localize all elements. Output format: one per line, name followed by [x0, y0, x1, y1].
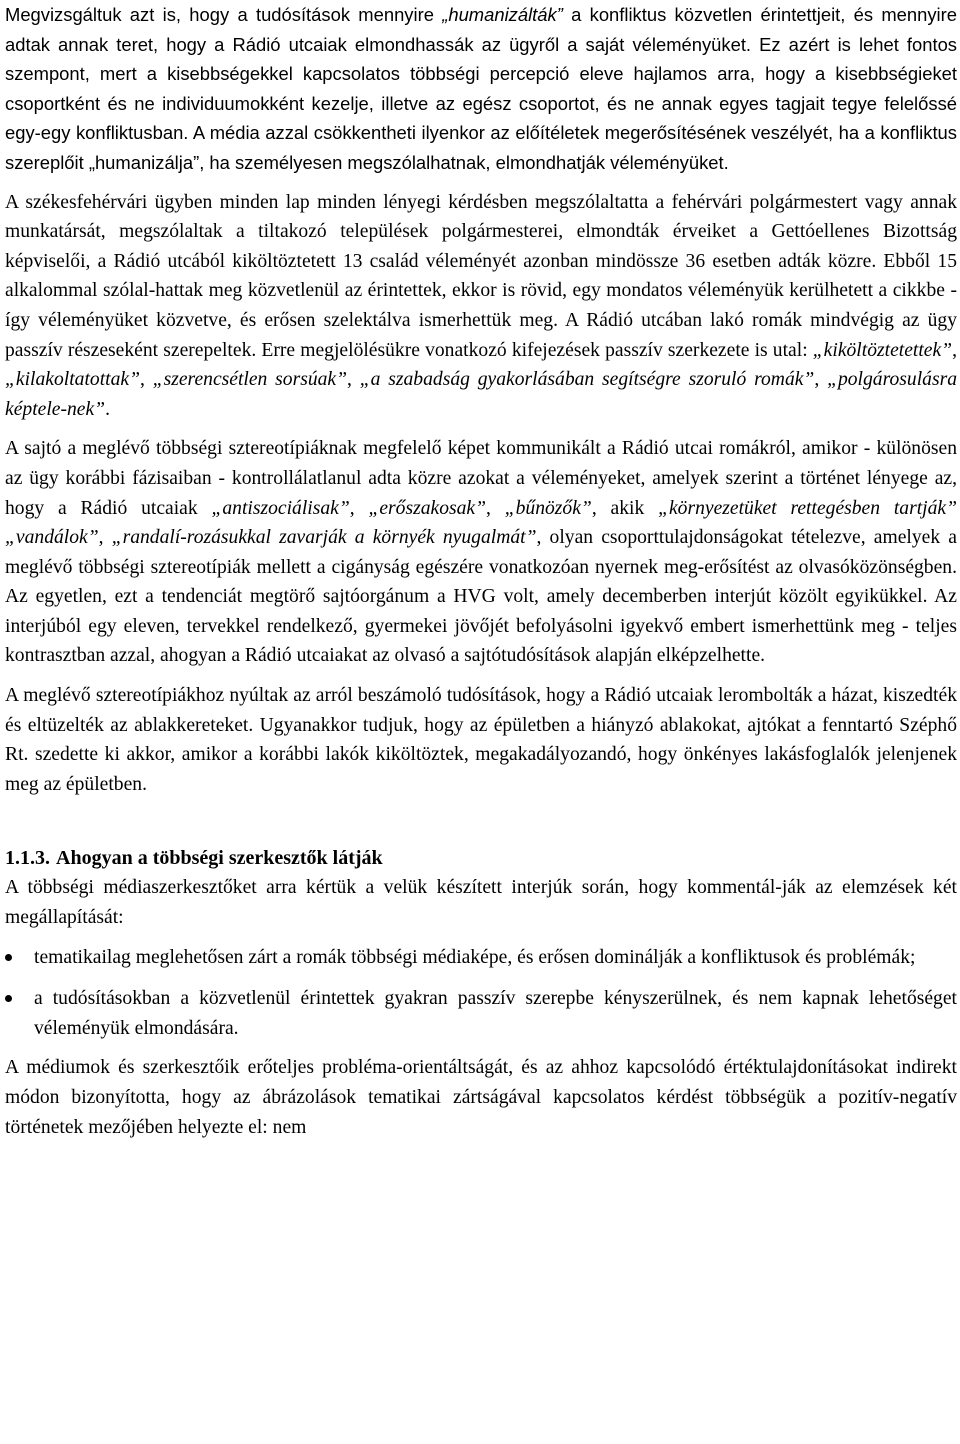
section-title: Ahogyan a többségi szerkesztők látják: [56, 847, 383, 870]
paragraph-mediumok: [5, 1053, 957, 1142]
paragraph-sztereotipiak-text: A meglévő sztereotípiákhoz nyúltak az arról beszámoló tudósítások, hogy a Rádió utcaiak lerombolták a házat, kiszedték és eltüzelték az ablakkereteket. Ugyanakkor tudjuk, hogy az épületben a hiányzó ablakokat, ajtókat a fenntartó Széphő Rt. szedette ki akkor, amikor a korábbi lakók kiköltöztek, megakadályozandó, hogy önkényes lakásfoglalók jelenjenek meg az épületben.: [5, 685, 957, 795]
paragraph-mediumok-text: A médiumok és szerkesztőik erőteljes probléma-orientáltságát, és az ahhoz kapcsolódó értéktulajdonításokat indirekt módon bizonyította, hogy az ábrázolások tematikai zártságával kapcsolatos kérdést többségük a pozitív-negatív történetek mezőjében helyezte el: nem: [5, 1057, 957, 1138]
paragraph-intro-part-d: A média azzal csökkentheti ilyenkor az előítéletek megerősítésének veszélyét, ha a konfliktus szereplőit „humanizálja”, ha személyesen megszólalhatnak, elmondhatják véleményüket.: [5, 122, 957, 173]
paragraph-sajto: [5, 434, 957, 671]
section-heading: [5, 843, 957, 873]
quote-antiszocialisak: „antiszociálisak”: [211, 497, 350, 519]
bullet-dot-icon: [5, 954, 12, 961]
paragraph-sztereotipiak: [5, 681, 957, 799]
paragraph-sajto-text: A sajtó a meglévő többségi sztereotípiáknak megfelelő képet kommunikált a Rádió utcai romákról, amikor - különösen az ügy korábbi fázisaiban - kontrollálatlanul adta közre azokat a véleményeket, amelyek szerint a történet lényege az, hogy a Rádió utcaiak: [5, 438, 957, 519]
separator: ,: [486, 497, 505, 519]
quote-vandalok: „vandálok”: [5, 527, 99, 549]
list-item-text: a tudósításokban a közvetlenül érintettek gyakran passzív szerepbe kényszerülnek, és nem kapnak lehetőséget véleményük elmondására.: [34, 988, 957, 1039]
bullet-list: [5, 943, 957, 1044]
paragraph-end: .: [105, 398, 110, 420]
quote-eroszakosak: „erőszakosak”: [368, 497, 487, 519]
separator: ,: [349, 497, 369, 519]
separator: ,: [347, 369, 360, 391]
paragraph-szekesfehervar: [5, 188, 957, 425]
separator: ,: [952, 339, 957, 361]
quote-polgarosulasra: „polgárosulásra képtele-nek”: [5, 369, 957, 420]
quote-randalirozasukkal: „randalí-rozásukkal zavarják a környék nyugalmát”: [111, 527, 537, 549]
paragraph-szekesfehervar-text: A székesfehérvári ügyben minden lap minden lényegi kérdésben megszólaltatta a fehérvári polgármestert vagy annak munkatársát, megszólaltak a tiltakozó települések polgármesterei, elmondták érveiket a Gettóellenes Bizottság képviselői, a Rádió utcából kiköltöztetett 13 család véleményét azonban mindössze 36 esetben adták közre. Ebből 15 alkalommal szólal-hattak meg közvetlenül az érintettek, ekkor is rövid, egy mondatos véleményük kerülhetett a cikkbe - így véleményüket közvetve, és erősen szelektálva ismerhettük meg. A Rádió utcában lakó romák mindvégig az ügy passzív részeseként szerepeltek. Erre megjelölésükre vonatkozó kifejezések passzív szerkezete is utal:: [5, 191, 957, 361]
list-item: [5, 984, 957, 1043]
quote-kilakoltatottak: „kilakoltatottak”: [5, 369, 140, 391]
separator: ,: [814, 369, 828, 391]
quote-kornyezetuket: „környezetüket rettegésben tartják”: [658, 497, 957, 519]
quote-bunozok: „bűnözők”: [504, 497, 592, 519]
separator: ,: [98, 527, 112, 549]
quote-szabadsag-gyakorlasaban: „a szabadság gyakorlásában segítségre szoruló romák”: [359, 369, 815, 391]
separator: ,: [139, 369, 153, 391]
quote-kikoltoztetettek: „kiköltöztetettek”: [812, 339, 953, 361]
paragraph-szerkesztok-text: A többségi médiaszerkesztőket arra kértük a velük készített interjúk során, hogy kommentál-ják az elemzések két megállapítását:: [5, 877, 957, 929]
paragraph-intro: [5, 0, 957, 178]
bullet-dot-icon: [5, 995, 12, 1002]
paragraph-szerkesztok: [5, 873, 957, 932]
quote-szerencsetlen-sorsuak: „szerencsétlen sorsúak”: [152, 369, 348, 391]
paragraph-intro-part-a: Megvizsgáltuk azt is, hogy a tudósítások mennyire: [5, 4, 443, 25]
paragraph-sajto-rest: , olyan csoporttulajdonságokat tételezve, amelyek a meglévő többségi sztereotípiák mellett a cigányság egészére vonatkozóan nyernek meg-erősítést az olvasóközönségben. Az egyetlen, ezt a tendenciát megtörő sajtóorgánum a HVG volt, amely decemberben interjút közölt egyikükkel. Az interjúból egy eleven, tervekkel rendelkező, gyermekei jövőjét befolyásolni igyekvő embert ismerhettünk meg - teljes kontrasztban azzal, ahogyan a Rádió utcaiakat az olvasó a sajtótudósítások alapján elképzelhette.: [5, 527, 957, 667]
humanizaltak-quote: „humanizálták”: [442, 4, 563, 25]
list-item-text: tematikailag meglehetősen zárt a romák többségi médiaképe, és erősen dominálják a konfliktusok és problémák;: [34, 946, 916, 968]
paragraph-intro-part-c: a konfliktus közvetlen érintettjeit, és mennyire adtak annak teret, hogy a Rádió utcaiak elmondhassák az ügyről a saját véleményüket. Ez azért is lehet fontos szempont, mert a kisebbségekkel kapcsolatos többségi percepció eleve hajlamos arra, hogy a kisebbségieket csoportként és ne individuumokként kezelje, illetve az egész csoportot, és ne annak egyes tagjait tegye felelőssé egy-egy konfliktusban.: [5, 4, 957, 144]
section-number: 1.1.3.: [5, 847, 50, 870]
document-page: [5, 0, 957, 1142]
separator: , akik: [591, 497, 659, 519]
list-item: [5, 943, 957, 973]
